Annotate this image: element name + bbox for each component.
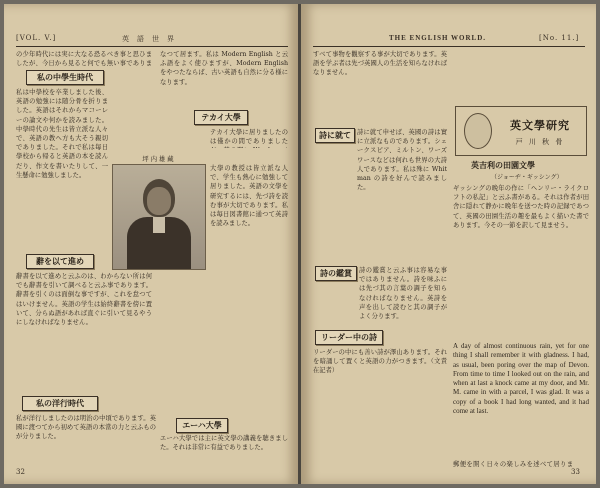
- book-spread: [4, 4, 596, 484]
- left-col1-body-c: 私が洋行しましたのは明治の中頃であります。英國に渡つてから初めて英語の本當の力と云ふものが分りました。: [16, 415, 156, 441]
- heading-box-university: テカイ大學: [194, 110, 248, 125]
- right-page: [301, 4, 596, 484]
- left-col1-top: の少年時代には実に大なる恐るべき事と思ひましたが、今日から見ると何でも無い事でありま: [16, 51, 152, 68]
- portrait-face: [147, 187, 171, 215]
- left-col1-body-a: 私は中學校を卒業しました後、英語の勉強には随分骨を折りました。英語はそれからマコーレーの論文や何かを読みました。中學時代の先生は皆立派な人々で、英語の教へ方も大そう親切でありました。それで私は毎日學校から帰ると英語の本を読んだり、作文を書いたりして、一生懸命に勉強しました。: [16, 89, 108, 179]
- left-col2-top: なつて居ます。私は Modern English と云ふ語をよく使ひますが、Modern English をやつたならば、古い英語も自然に分る様になります。: [160, 51, 288, 86]
- running-title-english: THE ENGLISH WORLD.: [389, 34, 487, 42]
- left-col2-body-a: テカイ大學に居りましたのは僅かの間でありました: [210, 129, 288, 146]
- portrait-photo: [112, 164, 206, 270]
- left-col2-body-c: エーハ大學では主に英文學の講義を聴きました。それは非常に有益でありました。: [160, 435, 288, 452]
- article-author: 戸 川 秋 骨: [515, 138, 565, 146]
- right-col1-body-c: リーダーの中にも善い詩が澤山あります。それを暗誦して置くと英語の力がつきます。（文責在記者）: [313, 349, 447, 375]
- page-number-left: 32: [16, 468, 25, 476]
- article-heading: 英吉利の田園文學: [471, 160, 535, 170]
- heading-box-appreciation: 詩の鑑賞: [315, 266, 357, 281]
- right-footer-note: 郵便を開く日々の楽しみを述べて居りま: [453, 461, 573, 468]
- article-title: 英文學研究: [510, 119, 570, 132]
- article-title-ornament: [455, 106, 587, 156]
- left-col2-body-b: 大學の教授は皆立派な人で、学生も熱心に勉強して居りました。英語の文學を研究するには、先づ詩を読む事が大切であります。私は毎日図書館に通つて英詩を読みました。: [210, 165, 288, 228]
- portrait-collar: [153, 217, 165, 233]
- right-col1-body-a: 詩に就て申せば、英國の詩は實に立派なものであります。シェークスピア、ミルトン、ワーズワースなどは何れも世界の大詩人であります。私は殊に Whitman の詩を好んで読みました。: [357, 129, 447, 192]
- right-col2-body-a: ギッシングの晩年の作に「ヘンリー・ライクロフトの私記」と云ふ書がある。それは作者が田舎に隠れて静かに晩年を送つた時の記録であつて、英國の田園生活の趣を最もよく描いた書であります。今その一節を訳して見ませう。: [453, 185, 589, 229]
- heading-box-abroad: 私の洋行時代: [22, 396, 98, 411]
- english-passage: A day of almost continuous rain, yet for one thing I shall remember it with gladness. I had, as usual, been poring over the map of Devon. From time to time I looked out on the rain, and when at last a knock came at my door, and Mr. M. came in with a parcel, I was glad. It was a copy of a book I had long wanted, and it had come at last.: [453, 342, 589, 416]
- heading-box-dictionary: 辭を以て進め: [26, 254, 94, 269]
- left-page: [4, 4, 299, 484]
- article-subheading: （ジョーヂ・ギッシング）: [491, 174, 563, 181]
- rose-ornament-icon: [464, 113, 492, 149]
- right-col1-body-b: 詩の鑑賞と云ふ事は容易な事ではありません。詩を味ふには先づ其の言葉の調子を知らなければなりません。英詩を声を出して読むと其の調子がよく分ります。: [359, 267, 447, 321]
- page-number-right: 33: [571, 468, 580, 476]
- header-rule-right: [313, 46, 585, 47]
- heading-box-middle-school: 私の中學生時代: [26, 70, 104, 85]
- heading-box-reader-poems: リーダー中の詩: [315, 330, 383, 345]
- header-rule: [16, 46, 288, 47]
- running-title: 英語世界: [122, 35, 182, 43]
- heading-box-university-2: エーハ大學: [176, 418, 228, 433]
- heading-box-poetry: 詩に就て: [315, 128, 355, 143]
- portrait-caption: 坪 内 雄 藏: [142, 156, 174, 163]
- issue-label: [No. 11.]: [539, 34, 580, 42]
- volume-label: [VOL. V.]: [16, 34, 57, 42]
- right-col1-top: すべて事物を觀察する事が大切であります。英語を学ぶ者は先づ英國人の生活を知らなければなりません。: [313, 51, 447, 77]
- left-col1-body-b: 辭書を以て進めと云ふのは、わからない所は何でも辭書を引いて調べると云ふ事であります。辭書を引くのは面倒な事ですが、これを怠つてはいけません。英語の学生は始終辭書を傍に置いて、分らぬ語があれば直ぐに引いて見るやうにしなければなりません。: [16, 273, 152, 327]
